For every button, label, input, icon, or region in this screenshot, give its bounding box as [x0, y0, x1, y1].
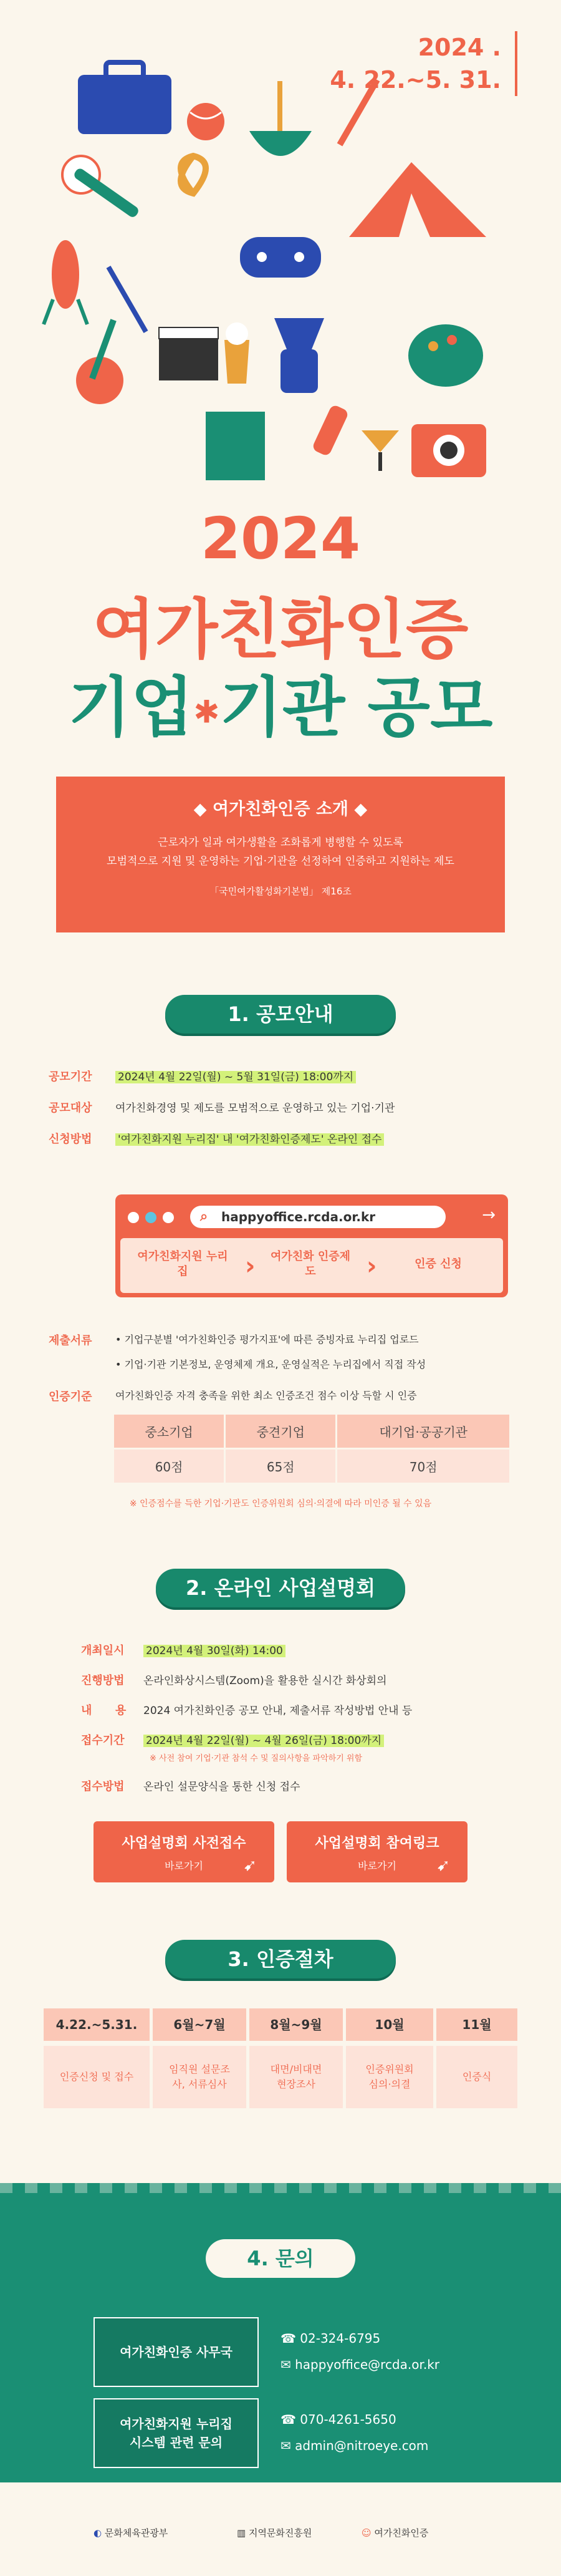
criteria-label: 인증기준 [49, 1390, 92, 1403]
reg-value: 2024년 4월 22일(월) ~ 4월 26일(금) 18:00까지 [143, 1735, 384, 1747]
cursor-icon: ➹ [243, 1856, 257, 1875]
popcorn-icon [224, 322, 249, 384]
contact-2-name-2: 시스템 관련 문의 [129, 2435, 223, 2450]
docs-item-2: • 기업·기관 기본정보, 운영체제 개요, 운영실적은 누리집에서 직접 작성 [115, 1358, 426, 1370]
window-dot-icon [145, 1212, 156, 1223]
process-desc: 인증신청 및 접수 [44, 2046, 150, 2108]
org-1-label: 문화체육관광부 [104, 2527, 168, 2539]
join-link-button[interactable] [287, 1821, 467, 1882]
period-year: 2024 . [418, 34, 501, 61]
mail-icon: ✉ [280, 2357, 295, 2372]
bottle-icon [312, 404, 350, 457]
process-desc: 인증식 [436, 2046, 517, 2108]
process-date: 8월~9월 [249, 2008, 343, 2041]
section3-title: 3. 인증절차 [165, 1940, 396, 1978]
palette-icon [408, 324, 483, 387]
corn-icon [44, 240, 87, 324]
url-text: happyoffice.rcda.or.kr [221, 1209, 376, 1224]
cursor-icon: ➹ [436, 1856, 450, 1875]
contact-1-email[interactable]: happyoffice@rcda.or.kr [295, 2357, 440, 2372]
title-line3-a: 기업 [68, 669, 194, 745]
method-label: 신청방법 [49, 1133, 92, 1146]
mail-icon: ✉ [280, 2438, 295, 2453]
title-line3-b: 기관 공모 [219, 669, 493, 745]
chevron-right-icon: › [367, 1252, 377, 1281]
camera-icon [411, 424, 486, 477]
score-cell: 70점 [337, 1449, 511, 1484]
contact-1-name: 여가친화인증 사무국 [94, 2317, 259, 2387]
tent-icon [349, 162, 486, 237]
process-date: 4.22.~5.31. [44, 2008, 150, 2041]
ball-icon [62, 156, 140, 219]
suitcase-icon [78, 62, 171, 134]
url-bar[interactable] [190, 1206, 446, 1228]
step-1: 여가친화지원 누리집 [137, 1250, 228, 1278]
join-link-title: 사업설명회 참여링크 [315, 1836, 439, 1851]
regway-value: 온라인 설문양식을 통한 신청 접수 [143, 1781, 300, 1793]
process-steps [44, 2008, 517, 2114]
search-icon: ⌕ [200, 1209, 208, 1224]
main-title-line3 [0, 655, 561, 748]
phone-icon: ☎ [280, 2412, 300, 2427]
contact-2-email[interactable]: admin@nitroeye.com [295, 2438, 429, 2453]
pencil-icon [337, 79, 380, 147]
gamepad-icon [240, 237, 321, 278]
intro-desc-2: 모범적으로 지원 및 운영하는 기업·기관을 선정하여 인증하고 지원하는 제도 [107, 855, 454, 868]
docs-label: 제출서류 [49, 1334, 92, 1347]
date-value: 2024년 4월 30일(화) 14:00 [143, 1645, 285, 1657]
rcda-logo-icon: ▥ [237, 2527, 249, 2539]
join-link-sub: 바로가기 [358, 1860, 396, 1872]
guitar-icon [76, 319, 123, 404]
intro-desc-1: 근로자가 일과 여가생활을 조화롭게 병행할 수 있도록 [158, 836, 403, 849]
period-value: 2024년 4월 22일(월) ~ 5월 31일(금) 18:00까지 [115, 1071, 356, 1083]
score-header: 중견기업 [225, 1414, 337, 1449]
regway-label: 접수방법 [81, 1780, 125, 1793]
yarn-icon [187, 103, 224, 140]
phone-icon: ☎ [280, 2331, 300, 2346]
contact-2 [94, 2398, 467, 2468]
section4-title: 4. 문의 [206, 2239, 355, 2278]
target-label: 공모대상 [49, 1102, 92, 1115]
step-2: 여가친화 인증제도 [271, 1250, 350, 1278]
score-cell: 65점 [225, 1449, 337, 1484]
score-cell: 60점 [113, 1449, 225, 1484]
main-title-line2: 여가친화인증 [92, 591, 469, 667]
content-label: 내 용 [81, 1704, 127, 1717]
method-value: '여가친화지원 누리집' 내 '여가친화인증제도' 온라인 접수 [115, 1133, 384, 1146]
arrow-right-icon[interactable]: → [482, 1206, 496, 1224]
main-title-year: 2024 [200, 505, 361, 572]
org-3 [362, 2526, 428, 2539]
contact-2-name-1: 여가친화지원 누리집 [120, 2416, 233, 2431]
pre-register-title: 사업설명회 사전접수 [122, 1836, 246, 1851]
score-header: 대기업·공공기관 [337, 1414, 511, 1449]
book-icon [206, 412, 265, 480]
process-date: 10월 [346, 2008, 433, 2041]
period-label: 공모기간 [49, 1070, 92, 1083]
way-label: 진행방법 [81, 1674, 125, 1687]
process-date: 11월 [436, 2008, 517, 2041]
clapper-icon [159, 327, 218, 380]
docs-item-1: • 기업구분별 '여가친화인증 평가지표'에 따른 증빙자료 누리집 업로드 [115, 1334, 419, 1345]
browser-mockup [115, 1194, 508, 1297]
cert-logo-icon: ☺ [362, 2527, 375, 2539]
intro-heading: ◆ 여가친화인증 소개 ◆ [193, 800, 368, 819]
step-3: 인증 신청 [415, 1257, 462, 1271]
pre-register-sub: 바로가기 [165, 1860, 203, 1872]
pre-register-button[interactable] [94, 1821, 274, 1882]
org-2-label: 지역문화진흥원 [248, 2527, 312, 2539]
process-date: 6월~7월 [153, 2008, 246, 2041]
reg-label: 접수기간 [81, 1734, 125, 1747]
leisure-illustration [0, 0, 561, 499]
score-note: ※ 인증점수를 득한 기업·기관도 인증위원회 심의·의결에 따라 미인증 될 수 있음 [129, 1499, 432, 1509]
org-2 [237, 2526, 312, 2539]
contact-1 [94, 2317, 467, 2387]
coffee-icon [274, 318, 324, 393]
window-dot-icon [128, 1212, 139, 1223]
contact-section [0, 2183, 561, 2482]
contact-2-phone[interactable]: 070-4261-5650 [300, 2412, 396, 2427]
process-desc: 대면/비대면 현장조사 [249, 2046, 343, 2108]
content-value: 2024 여가친화인증 공모 안내, 제출서류 작성방법 안내 등 [143, 1705, 413, 1717]
sparkle-icon: ✱ [193, 694, 220, 730]
process-desc: 임직원 설문조사, 서류심사 [153, 2046, 246, 2108]
org-1 [94, 2526, 168, 2539]
window-dot-icon [163, 1212, 174, 1223]
pretzel-icon [181, 156, 206, 193]
contact-1-phone[interactable]: 02-324-6795 [300, 2331, 381, 2346]
score-table [112, 1413, 511, 1484]
steps-panel [120, 1238, 503, 1293]
scallop-border [0, 2183, 561, 2193]
bowl-icon [249, 81, 312, 156]
section2-title: 2. 온라인 사업설명회 [156, 1569, 405, 1607]
date-label: 개최일시 [81, 1644, 125, 1657]
way-value: 온라인화상시스템(Zoom)을 활용한 실시간 화상회의 [143, 1675, 387, 1687]
score-header: 중소기업 [113, 1414, 225, 1449]
org-3-label: 여가친화인증 [374, 2527, 429, 2539]
reg-note: ※ 사전 참여 기업·기관 참석 수 및 질의사항을 파악하기 위함 [150, 1754, 363, 1763]
criteria-value: 여가친화인증 자격 충족을 위한 최소 인증조건 점수 이상 득할 시 인증 [115, 1390, 417, 1402]
period-range: 4. 22.~5. 31. [330, 66, 501, 94]
intro-box [56, 777, 505, 932]
cocktail-icon [362, 430, 399, 471]
target-value: 여가친화경영 및 제도를 모범적으로 운영하고 있는 기업·기관 [115, 1102, 395, 1115]
mcst-logo-icon: ◐ [94, 2527, 105, 2539]
footer [0, 2520, 561, 2557]
contact-2-name [94, 2398, 259, 2468]
chevron-right-icon: › [245, 1252, 256, 1281]
intro-law: 「국민여가활성화기본법」 제16조 [209, 886, 352, 897]
section1-title: 1. 공모안내 [165, 995, 396, 1034]
process-desc: 인증위원회 심의·의결 [346, 2046, 433, 2108]
